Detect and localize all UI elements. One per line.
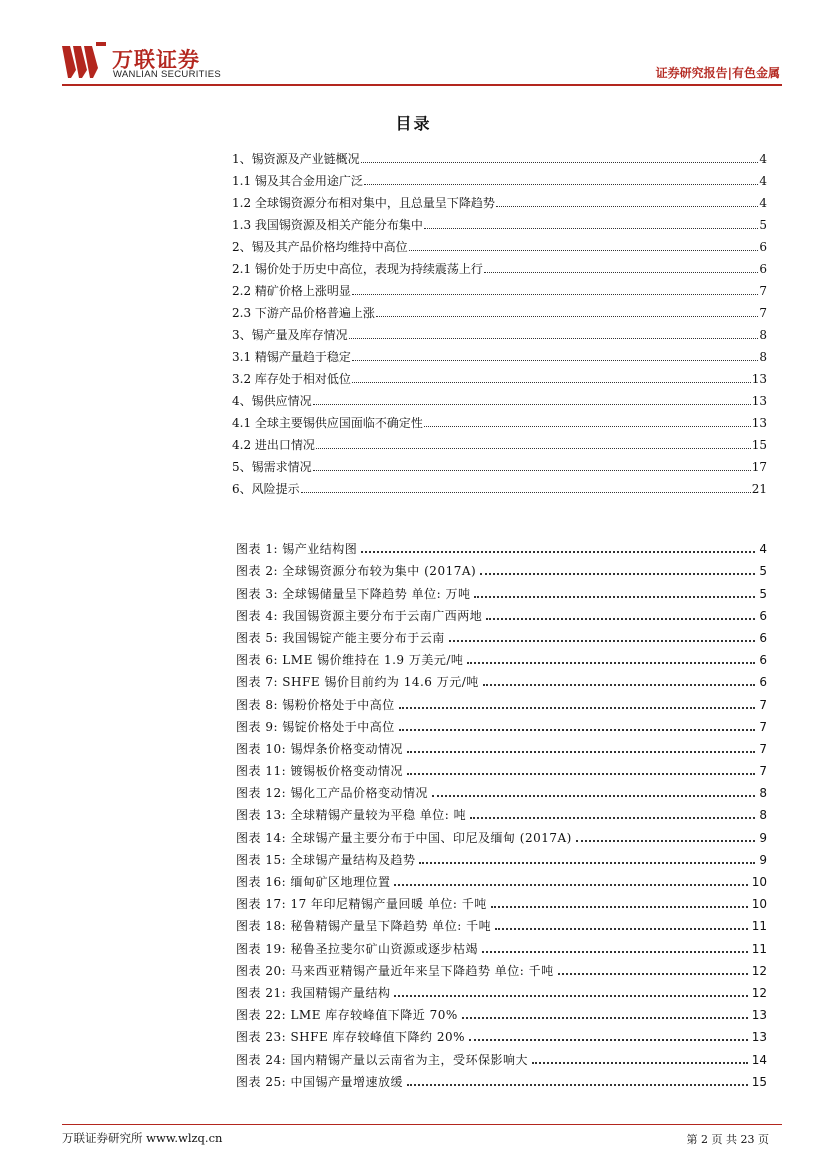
figure-entry-page: 10 bbox=[751, 897, 767, 912]
dot-leader bbox=[409, 250, 759, 251]
header-divider bbox=[62, 84, 782, 86]
figure-entry-page: 8 bbox=[759, 808, 767, 823]
dot-leader bbox=[313, 470, 751, 471]
footer-divider bbox=[62, 1124, 782, 1125]
toc-entry-page: 5 bbox=[759, 218, 767, 232]
wanlian-logo-icon bbox=[62, 42, 108, 78]
table-of-contents bbox=[232, 145, 767, 497]
toc-entry[interactable] bbox=[232, 145, 767, 167]
figure-entry-label: 图表 9: 锡锭价格处于中高位 bbox=[236, 719, 395, 734]
figure-entry-page: 5 bbox=[759, 586, 767, 601]
dot-leader bbox=[399, 707, 756, 709]
toc-entry-page: 13 bbox=[751, 416, 767, 430]
figure-entry-page: 12 bbox=[751, 985, 767, 1000]
figure-entry[interactable] bbox=[236, 779, 767, 801]
toc-entry-label: 2、锡及其产品价格均维持中高位 bbox=[232, 240, 408, 254]
dot-leader bbox=[576, 840, 756, 842]
figure-entry[interactable] bbox=[236, 602, 767, 624]
figure-entry-label: 图表 10: 锡焊条价格变动情况 bbox=[236, 741, 403, 756]
toc-entry-page: 21 bbox=[751, 482, 767, 496]
toc-entry[interactable] bbox=[232, 409, 767, 431]
dot-leader bbox=[491, 906, 748, 908]
toc-entry[interactable] bbox=[232, 431, 767, 453]
dot-leader bbox=[316, 448, 751, 449]
figure-entry-page: 14 bbox=[751, 1052, 767, 1067]
figure-entry[interactable] bbox=[236, 912, 767, 934]
toc-entry-page: 8 bbox=[759, 350, 767, 364]
dot-leader bbox=[462, 1017, 748, 1019]
dot-leader bbox=[376, 316, 758, 317]
toc-entry-label: 2.2 精矿价格上涨明显 bbox=[232, 284, 351, 298]
toc-entry-page: 17 bbox=[751, 460, 767, 474]
dot-leader bbox=[467, 662, 755, 664]
figure-entry-label: 图表 2: 全球锡资源分布较为集中 (2017A) bbox=[236, 564, 477, 579]
figure-entry[interactable] bbox=[236, 957, 767, 979]
figure-entry-label: 图表 23: SHFE 库存较峰值下降约 20% bbox=[236, 1030, 466, 1045]
dot-leader bbox=[449, 640, 756, 642]
dot-leader bbox=[407, 751, 755, 753]
dot-leader bbox=[394, 995, 747, 997]
figure-entry[interactable] bbox=[236, 624, 767, 646]
dot-leader bbox=[558, 973, 748, 975]
toc-entry[interactable] bbox=[232, 211, 767, 233]
dot-leader bbox=[394, 884, 747, 886]
dot-leader bbox=[470, 817, 755, 819]
toc-entry-page: 4 bbox=[759, 196, 767, 210]
toc-entry-label: 3.1 精锡产量趋于稳定 bbox=[232, 350, 351, 364]
dot-leader bbox=[407, 773, 755, 775]
figure-entry-label: 图表 15: 全球锡产量结构及趋势 bbox=[236, 852, 416, 867]
figure-entry-page: 7 bbox=[759, 764, 767, 779]
figure-entry[interactable] bbox=[236, 934, 767, 956]
report-type: 证券研究报告|有色金属 bbox=[655, 66, 780, 80]
figure-entry[interactable] bbox=[236, 535, 767, 557]
toc-entry-label: 4.1 全球主要锡供应国面临不确定性 bbox=[232, 416, 423, 430]
figure-entry-page: 6 bbox=[759, 675, 767, 690]
figure-entry-page: 13 bbox=[751, 1008, 767, 1023]
figure-entry-label: 图表 12: 锡化工产品价格变动情况 bbox=[236, 786, 428, 801]
figure-entry-label: 图表 11: 镀锡板价格变动情况 bbox=[236, 764, 403, 779]
dot-leader bbox=[364, 184, 758, 185]
figure-entry-label: 图表 1: 锡产业结构图 bbox=[236, 542, 358, 557]
dot-leader bbox=[419, 862, 755, 864]
toc-entry-label: 2.1 锡价处于历史中高位，表现为持续震荡上行 bbox=[232, 262, 483, 276]
dot-leader bbox=[361, 162, 759, 163]
dot-leader bbox=[424, 426, 751, 427]
figure-entry-page: 13 bbox=[751, 1030, 767, 1045]
figure-entry-page: 5 bbox=[759, 564, 767, 579]
toc-entry-page: 4 bbox=[759, 174, 767, 188]
toc-entry-page: 8 bbox=[759, 328, 767, 342]
figure-entry-label: 图表 25: 中国锡产量增速放缓 bbox=[236, 1074, 403, 1089]
toc-entry[interactable] bbox=[232, 299, 767, 321]
dot-leader bbox=[361, 551, 755, 553]
figure-entry-label: 图表 7: SHFE 锡价目前约为 14.6 万元/吨 bbox=[236, 675, 479, 690]
figure-entry[interactable] bbox=[236, 579, 767, 601]
toc-entry-page: 13 bbox=[751, 372, 767, 386]
figure-entry[interactable] bbox=[236, 1045, 767, 1067]
figure-entry-label: 图表 17: 17 年印尼精锡产量回暖 单位: 千吨 bbox=[236, 897, 487, 912]
figure-entry-page: 9 bbox=[759, 852, 767, 867]
toc-entry-label: 1.2 全球锡资源分布相对集中，且总量呈下降趋势 bbox=[232, 196, 495, 210]
dot-leader bbox=[349, 338, 759, 339]
dot-leader bbox=[301, 492, 751, 493]
toc-entry[interactable] bbox=[232, 365, 767, 387]
toc-title: 目录 bbox=[395, 114, 432, 133]
figure-entry[interactable] bbox=[236, 735, 767, 757]
figure-entry-label: 图表 8: 锡粉价格处于中高位 bbox=[236, 697, 395, 712]
toc-entry-page: 6 bbox=[759, 262, 767, 276]
company-logo bbox=[62, 42, 262, 82]
page-number: 第 2 页 共 23 页 bbox=[686, 1133, 769, 1146]
toc-entry-label: 3.2 库存处于相对低位 bbox=[232, 372, 351, 386]
toc-entry-page: 7 bbox=[759, 306, 767, 320]
toc-entry-page: 15 bbox=[751, 438, 767, 452]
toc-entry-page: 13 bbox=[751, 394, 767, 408]
dot-leader bbox=[480, 573, 755, 575]
figure-entry[interactable] bbox=[236, 557, 767, 579]
toc-entry-page: 7 bbox=[759, 284, 767, 298]
figure-entry-label: 图表 22: LME 库存较峰值下降近 70% bbox=[236, 1008, 458, 1023]
dot-leader bbox=[486, 618, 755, 620]
toc-entry-label: 1.1 锡及其合金用途广泛 bbox=[232, 174, 363, 188]
figure-entry-page: 7 bbox=[759, 697, 767, 712]
toc-entry[interactable] bbox=[232, 189, 767, 211]
dot-leader bbox=[352, 294, 758, 295]
dot-leader bbox=[424, 228, 758, 229]
figure-entry-page: 6 bbox=[759, 608, 767, 623]
figure-entry-label: 图表 24: 国内精锡产量以云南省为主，受环保影响大 bbox=[236, 1052, 528, 1067]
figure-entry[interactable] bbox=[236, 823, 767, 845]
figure-entry-label: 图表 13: 全球精锡产量较为平稳 单位: 吨 bbox=[236, 808, 467, 823]
figure-entry-label: 图表 21: 我国精锡产量结构 bbox=[236, 985, 391, 1000]
dot-leader bbox=[399, 729, 756, 731]
figure-entry[interactable] bbox=[236, 1023, 767, 1045]
toc-entry-label: 4.2 进出口情况 bbox=[232, 438, 315, 452]
figure-entry-page: 12 bbox=[751, 963, 767, 978]
figure-entry-label: 图表 4: 我国锡资源主要分布于云南广西两地 bbox=[236, 608, 483, 623]
figure-entry[interactable] bbox=[236, 713, 767, 735]
figure-entry-label: 图表 6: LME 锡价维持在 1.9 万美元/吨 bbox=[236, 653, 464, 668]
figure-entry-label: 图表 3: 全球锡储量呈下降趋势 单位: 万吨 bbox=[236, 586, 471, 601]
logo-chinese-name: 万联证券 bbox=[112, 48, 200, 72]
figure-entry-page: 7 bbox=[759, 741, 767, 756]
figure-entry-page: 7 bbox=[759, 719, 767, 734]
figure-list bbox=[236, 535, 767, 1090]
figure-entry-page: 10 bbox=[751, 875, 767, 889]
figure-entry[interactable] bbox=[236, 890, 767, 912]
figure-entry[interactable] bbox=[236, 757, 767, 779]
figure-entry[interactable] bbox=[236, 801, 767, 823]
dot-leader bbox=[482, 951, 748, 953]
toc-entry[interactable] bbox=[232, 277, 767, 299]
toc-entry[interactable] bbox=[232, 343, 767, 365]
toc-entry-label: 4、锡供应情况 bbox=[232, 394, 312, 408]
dot-leader bbox=[313, 404, 751, 405]
figure-entry[interactable] bbox=[236, 979, 767, 1001]
figure-entry-page: 4 bbox=[759, 542, 767, 557]
figure-entry-page: 11 bbox=[751, 919, 767, 934]
figure-entry[interactable] bbox=[236, 1068, 767, 1090]
dot-leader bbox=[352, 382, 751, 383]
toc-entry-label: 2.3 下游产品价格普遍上涨 bbox=[232, 306, 375, 320]
toc-entry[interactable] bbox=[232, 233, 767, 255]
toc-entry-label: 5、锡需求情况 bbox=[232, 460, 312, 474]
dot-leader bbox=[484, 272, 758, 273]
toc-entry[interactable] bbox=[232, 255, 767, 277]
dot-leader bbox=[407, 1084, 748, 1086]
figure-entry[interactable] bbox=[236, 690, 767, 712]
page-header bbox=[62, 40, 782, 84]
toc-entry-label: 1.3 我国锡资源及相关产能分布集中 bbox=[232, 218, 423, 232]
figure-entry-page: 6 bbox=[759, 653, 767, 668]
toc-entry[interactable] bbox=[232, 167, 767, 189]
figure-entry[interactable] bbox=[236, 868, 767, 890]
figure-entry-page: 9 bbox=[759, 830, 767, 845]
dot-leader bbox=[469, 1039, 748, 1041]
dot-leader bbox=[432, 795, 755, 797]
toc-entry-label: 1、锡资源及产业链概况 bbox=[232, 152, 360, 166]
figure-entry-label: 图表 19: 秘鲁圣拉斐尔矿山资源或逐步枯竭 bbox=[236, 941, 478, 956]
figure-entry-label: 图表 18: 秘鲁精锡产量呈下降趋势 单位: 千吨 bbox=[236, 919, 492, 934]
figure-entry-label: 图表 14: 全球锡产量主要分布于中国、印尼及缅甸 (2017A) bbox=[236, 830, 572, 845]
figure-entry-label: 图表 5: 我国锡锭产能主要分布于云南 bbox=[236, 630, 445, 645]
footer-source: 万联证券研究所 www.wlzq.cn bbox=[62, 1131, 223, 1145]
dot-leader bbox=[495, 928, 748, 930]
dot-leader bbox=[483, 684, 756, 686]
figure-entry-label: 图表 16: 缅甸矿区地理位置 bbox=[236, 875, 391, 889]
figure-entry[interactable] bbox=[236, 846, 767, 868]
toc-entry-label: 3、锡产量及库存情况 bbox=[232, 328, 348, 342]
logo-english-name: WANLIAN SECURITIES bbox=[113, 69, 221, 80]
figure-entry[interactable] bbox=[236, 668, 767, 690]
dot-leader bbox=[496, 206, 758, 207]
figure-entry-page: 11 bbox=[751, 941, 767, 956]
toc-entry-label: 6、风险提示 bbox=[232, 482, 300, 496]
figure-entry-page: 6 bbox=[759, 630, 767, 645]
figure-entry-label: 图表 20: 马来西亚精锡产量近年来呈下降趋势 单位: 千吨 bbox=[236, 963, 554, 978]
dot-leader bbox=[352, 360, 758, 361]
dot-leader bbox=[532, 1062, 748, 1064]
figure-entry-page: 8 bbox=[759, 786, 767, 801]
toc-entry-page: 6 bbox=[759, 240, 767, 254]
toc-entry[interactable] bbox=[232, 453, 767, 475]
toc-entry-page: 4 bbox=[759, 152, 767, 166]
figure-entry[interactable] bbox=[236, 646, 767, 668]
dot-leader bbox=[474, 596, 755, 598]
toc-entry[interactable] bbox=[232, 321, 767, 343]
toc-entry[interactable] bbox=[232, 475, 767, 497]
toc-entry[interactable] bbox=[232, 387, 767, 409]
figure-entry[interactable] bbox=[236, 1001, 767, 1023]
figure-entry-page: 15 bbox=[751, 1074, 767, 1089]
